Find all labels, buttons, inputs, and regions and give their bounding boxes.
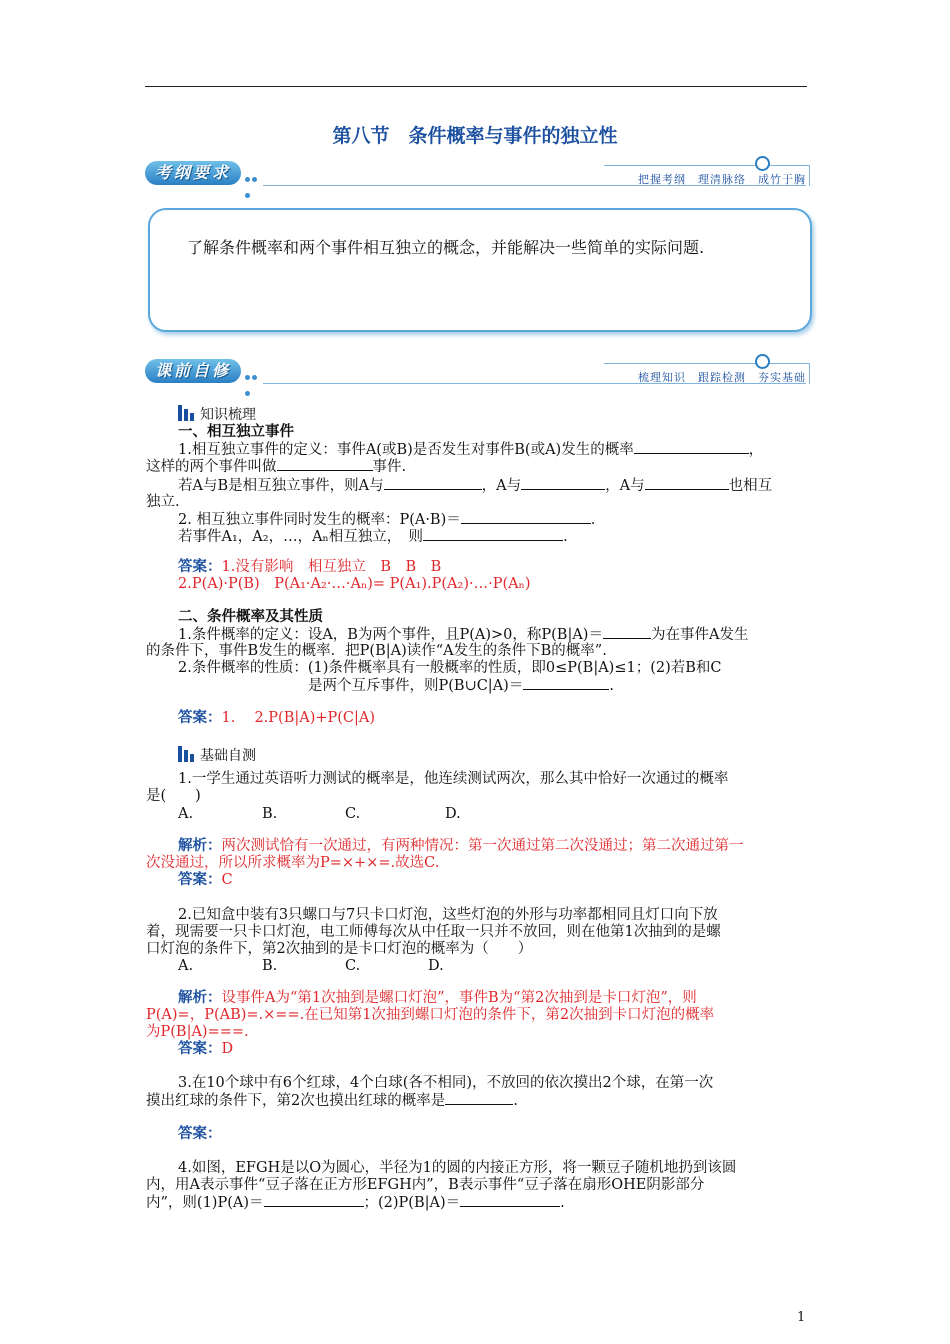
dots-icon (245, 368, 265, 374)
section-head-selftest: 基础自测 (178, 745, 256, 766)
text-line: 若A与B是相互独立事件，则A与 ，A与 ，A与 也相互 (178, 478, 773, 494)
answer-blank[interactable] (521, 477, 605, 490)
answer-block: 答案：1.没有影响 相互独立 B B B (178, 559, 442, 575)
question-3: 3.在10个球中有6个红球，4个白球(各不相同)，不放回的依次摸出2个球，在第一次 (178, 1075, 714, 1091)
question-4: 内”，则(1)P(A)＝ ；(2)P(B|A)＝ . (146, 1195, 565, 1211)
option-c[interactable]: C. (345, 958, 361, 974)
answer-blank[interactable] (277, 458, 373, 471)
banner-tag: 梳理知识 跟踪检测 夯实基础 (638, 371, 806, 384)
answer-3: 答案： (178, 1126, 222, 1142)
answer-blank[interactable] (523, 677, 609, 690)
answer-blank[interactable] (384, 477, 482, 490)
header-rule (145, 86, 807, 87)
answer-block: 答案：1. 2.P(B|A)+P(C|A) (178, 710, 376, 726)
section-head-knowledge: 知识梳理 (178, 404, 256, 425)
question-1: 1.一学生通过英语听力测试的概率是，他连续测试两次，那么其中恰好一次通过的概率 (178, 771, 729, 787)
text-line: 2.条件概率的性质：(1)条件概率具有一般概率的性质，即0≤P(B|A)≤1；(2)若B和C (178, 660, 722, 676)
option-d[interactable]: D. (445, 806, 461, 822)
text-line: 1.相互独立事件的定义：事件A(或B)是否发生对事件B(或A)发生的概率 ， (178, 442, 764, 458)
option-b[interactable]: B. (262, 806, 278, 822)
solution-2: P(A)=，P(AB)=.×==.在已知第1次抽到螺口灯泡的条件下，第2次抽到卡口灯泡的概率 (146, 1007, 715, 1023)
ring-icon (755, 354, 770, 369)
solution-2: 为P(B|A)===. (146, 1024, 249, 1040)
text-line: 是两个互斥事件，则P(B∪C|A)＝ . (308, 678, 614, 694)
question-2: 着，现需要一只卡口灯泡，电工师傅每次从中任取一只并不放回，则在他第1次抽到的是螺 (146, 924, 721, 940)
page-number: 1 (797, 1310, 806, 1325)
answer-line: 2.P(A)·P(B) P(A₁·A₂·…·Aₙ)= P(A₁).P(A₂)·…·P(Aₙ) (178, 576, 531, 592)
answer-blank[interactable] (423, 528, 563, 541)
requirement-text: 了解条件概率和两个事件相互独立的概念，并能解决一些简单的实际问题. (187, 238, 705, 257)
banner-label: 课前自修 (145, 359, 241, 383)
option-c[interactable]: C. (345, 806, 361, 822)
answer-blank[interactable] (461, 511, 591, 524)
question-1: 是( ) (146, 788, 201, 804)
question-2: 2.已知盒中装有3只螺口与7只卡口灯泡，这些灯泡的外形与功率都相同且灯口向下放 (178, 907, 718, 923)
option-a[interactable]: A. (178, 958, 194, 974)
requirement-box (148, 208, 812, 332)
solution-1: 解析：两次测试恰有一次通过，有两种情况：第一次通过第二次没通过；第二次通过第一 (178, 838, 744, 854)
option-a[interactable]: A. (178, 806, 194, 822)
page-title: 第八节 条件概率与事件的独立性 (332, 125, 618, 147)
banner-tag: 把握考纲 理清脉络 成竹于胸 (638, 173, 806, 186)
text-line: 这样的两个事件叫做 事件. (146, 459, 407, 475)
answer-1: 答案：C (178, 872, 233, 888)
text-line: 独立. (146, 494, 180, 510)
text-line: 2. 相互独立事件同时发生的概率：P(A·B)＝ . (178, 512, 596, 528)
text-line: 1.条件概率的定义：设A，B为两个事件，且P(A)>0，称P(B|A)＝ 为在事件A发生 (178, 627, 749, 643)
answer-blank[interactable] (645, 477, 729, 490)
banner-preview (145, 358, 810, 388)
question-2: 口灯泡的条件下，第2次抽到的是卡口灯泡的概率为（ ） (146, 941, 533, 957)
answer-blank[interactable] (445, 1092, 513, 1105)
text-line: 的条件下，事件B发生的概率．把P(B|A)读作“A发生的条件下B的概率”. (146, 643, 607, 659)
banner-syllabus (145, 160, 810, 190)
ring-icon (755, 156, 770, 171)
solution-2: 解析：设事件A为“第1次抽到是螺口灯泡”，事件B为“第2次抽到是卡口灯泡”，则 (178, 990, 697, 1006)
answer-blank[interactable] (603, 626, 651, 639)
bars-icon (178, 405, 196, 425)
option-d[interactable]: D. (428, 958, 444, 974)
banner-label: 考纲要求 (145, 161, 241, 185)
answer-blank[interactable] (264, 1194, 364, 1207)
answer-blank[interactable] (460, 1194, 560, 1207)
dots-icon (245, 170, 265, 176)
solution-1: 次没通过，所以所求概率为P=×+×=.故选C. (146, 855, 440, 871)
bars-icon (178, 746, 196, 766)
text-line: 若事件A₁，A₂，…，Aₙ相互独立， 则 . (178, 529, 568, 545)
answer-2: 答案：D (178, 1041, 234, 1057)
question-4: 内，用A表示事件“豆子落在正方形EFGH内”，B表示事件“豆子落在扇形OHE阴影部分 (146, 1177, 705, 1193)
question-3: 摸出红球的条件下，第2次也摸出红球的概率是 . (146, 1093, 518, 1109)
answer-blank[interactable] (634, 441, 749, 454)
option-b[interactable]: B. (262, 958, 278, 974)
heading-independent: 一、相互独立事件 (178, 424, 294, 440)
question-4: 4.如图，EFGH是以O为圆心，半径为1的圆的内接正方形，将一颗豆子随机地扔到该圆 (178, 1160, 737, 1176)
heading-conditional: 二、条件概率及其性质 (178, 609, 323, 625)
